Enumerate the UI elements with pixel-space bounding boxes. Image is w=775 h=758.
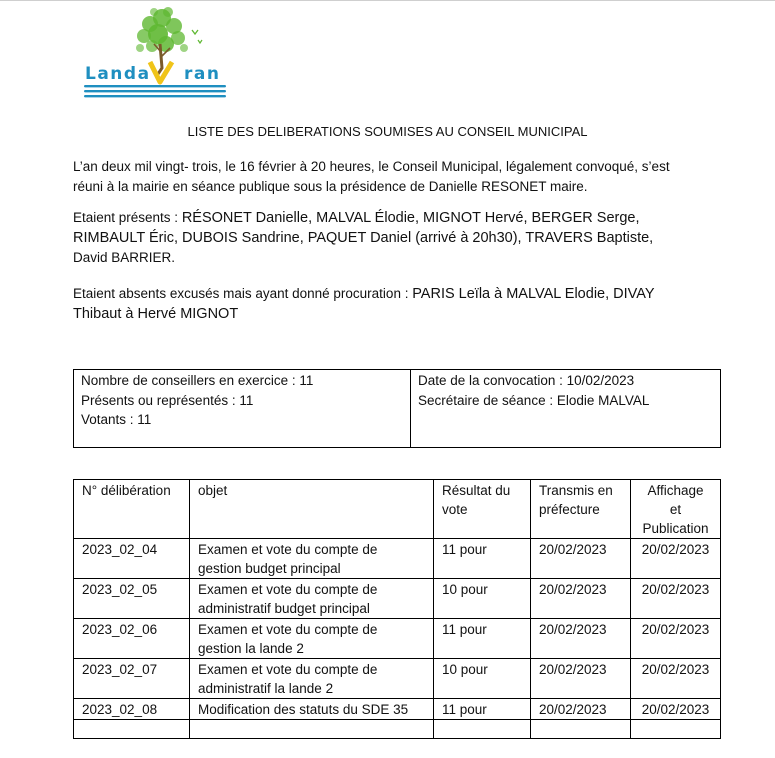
cell-num: 2023_02_04 — [74, 539, 190, 579]
conseillers-count: Nombre de conseillers en exercice : 11 — [81, 373, 314, 388]
tree-logo-icon — [80, 4, 230, 100]
cell-objet: Examen et vote du compte de gestion la lande 2 — [190, 619, 434, 659]
table-row — [74, 659, 721, 699]
cell-transmis: 20/02/2023 — [531, 619, 631, 659]
cell-vote: 11 pour — [434, 619, 531, 659]
cell-transmis: 20/02/2023 — [531, 539, 631, 579]
absent-names-2: Thibaut à Hervé MIGNOT — [73, 306, 239, 322]
present-names-3: David BARRIER. — [73, 250, 176, 265]
cell-affichage: 20/02/2023 — [631, 699, 721, 720]
cell-affichage: 20/02/2023 — [631, 579, 721, 619]
intro-line-2: réuni à la mairie en séance publique sous la présidence de Danielle RESONET maire. — [73, 179, 588, 194]
cell-vote: 11 pour — [434, 699, 531, 720]
dates-cell — [411, 370, 721, 448]
cell-num: 2023_02_08 — [74, 699, 190, 720]
cell-objet: Examen et vote du compte de administratif la lande 2 — [190, 659, 434, 699]
deliberations-table — [73, 479, 721, 739]
top-border — [0, 0, 775, 1]
cell-transmis: 20/02/2023 — [531, 579, 631, 619]
present-names-2: RIMBAULT Éric, DUBOIS Sandrine, PAQUET Daniel (arrivé à 20h30), TRAVERS Baptiste, — [73, 230, 654, 246]
table-row — [74, 539, 721, 579]
cell-transmis: 20/02/2023 — [531, 659, 631, 699]
absent-paragraph — [73, 284, 733, 324]
convocation-date: Date de la convocation : 10/02/2023 — [418, 373, 635, 388]
table-row — [74, 579, 721, 619]
table-row — [74, 699, 721, 720]
cell-num: 2023_02_05 — [74, 579, 190, 619]
logo-text-right: ran — [184, 64, 221, 84]
secretaire-seance: Secrétaire de séance : Elodie MALVAL — [418, 392, 650, 408]
absent-names-1: PARIS Leïla à MALVAL Elodie, DIVAY — [412, 286, 655, 302]
cell-transmis: 20/02/2023 — [531, 699, 631, 720]
header-affichage: Affichage et Publication — [631, 480, 721, 539]
cell-num: 2023_02_06 — [74, 619, 190, 659]
intro-paragraph — [73, 157, 733, 197]
header-resultat: Résultat du vote — [434, 480, 531, 539]
session-info-table — [73, 369, 721, 448]
table-row-empty — [74, 720, 721, 739]
table-row — [74, 619, 721, 659]
cell-num: 2023_02_07 — [74, 659, 190, 699]
cell-affichage: 20/02/2023 — [631, 539, 721, 579]
present-label: Etaient présents : — [73, 210, 182, 225]
present-paragraph — [73, 208, 733, 268]
cell-vote: 10 pour — [434, 579, 531, 619]
absent-label: Etaient absents excusés mais ayant donné procuration : — [73, 286, 413, 301]
cell-objet: Examen et vote du compte de administratif budget principal — [190, 579, 434, 619]
cell-objet: Modification des statuts du SDE 35 — [190, 699, 434, 720]
logo-text-left: Landa — [85, 64, 151, 84]
votants-count: Votants : 11 — [81, 412, 152, 427]
header-num: N° délibération — [74, 480, 190, 539]
cell-affichage: 20/02/2023 — [631, 619, 721, 659]
table-header-row — [74, 480, 721, 539]
landavran-logo — [80, 4, 230, 100]
header-objet: objet — [190, 480, 434, 539]
counts-cell — [74, 370, 411, 448]
document-title: LISTE DES DELIBERATIONS SOUMISES AU CONSEIL MUNICIPAL — [187, 124, 588, 139]
cell-objet: Examen et vote du compte de gestion budget principal — [190, 539, 434, 579]
intro-line-1: L’an deux mil vingt- trois, le 16 février à 20 heures, le Conseil Municipal, légalement convoqué, s’est — [73, 159, 670, 174]
presents-count: Présents ou représentés : 11 — [81, 392, 254, 408]
cell-affichage: 20/02/2023 — [631, 659, 721, 699]
cell-vote: 10 pour — [434, 659, 531, 699]
cell-vote: 11 pour — [434, 539, 531, 579]
present-names-1: RÉSONET Danielle, MALVAL Élodie, MIGNOT Hervé, BERGER Serge, — [181, 210, 640, 226]
header-transmis: Transmis en préfecture — [531, 480, 631, 539]
